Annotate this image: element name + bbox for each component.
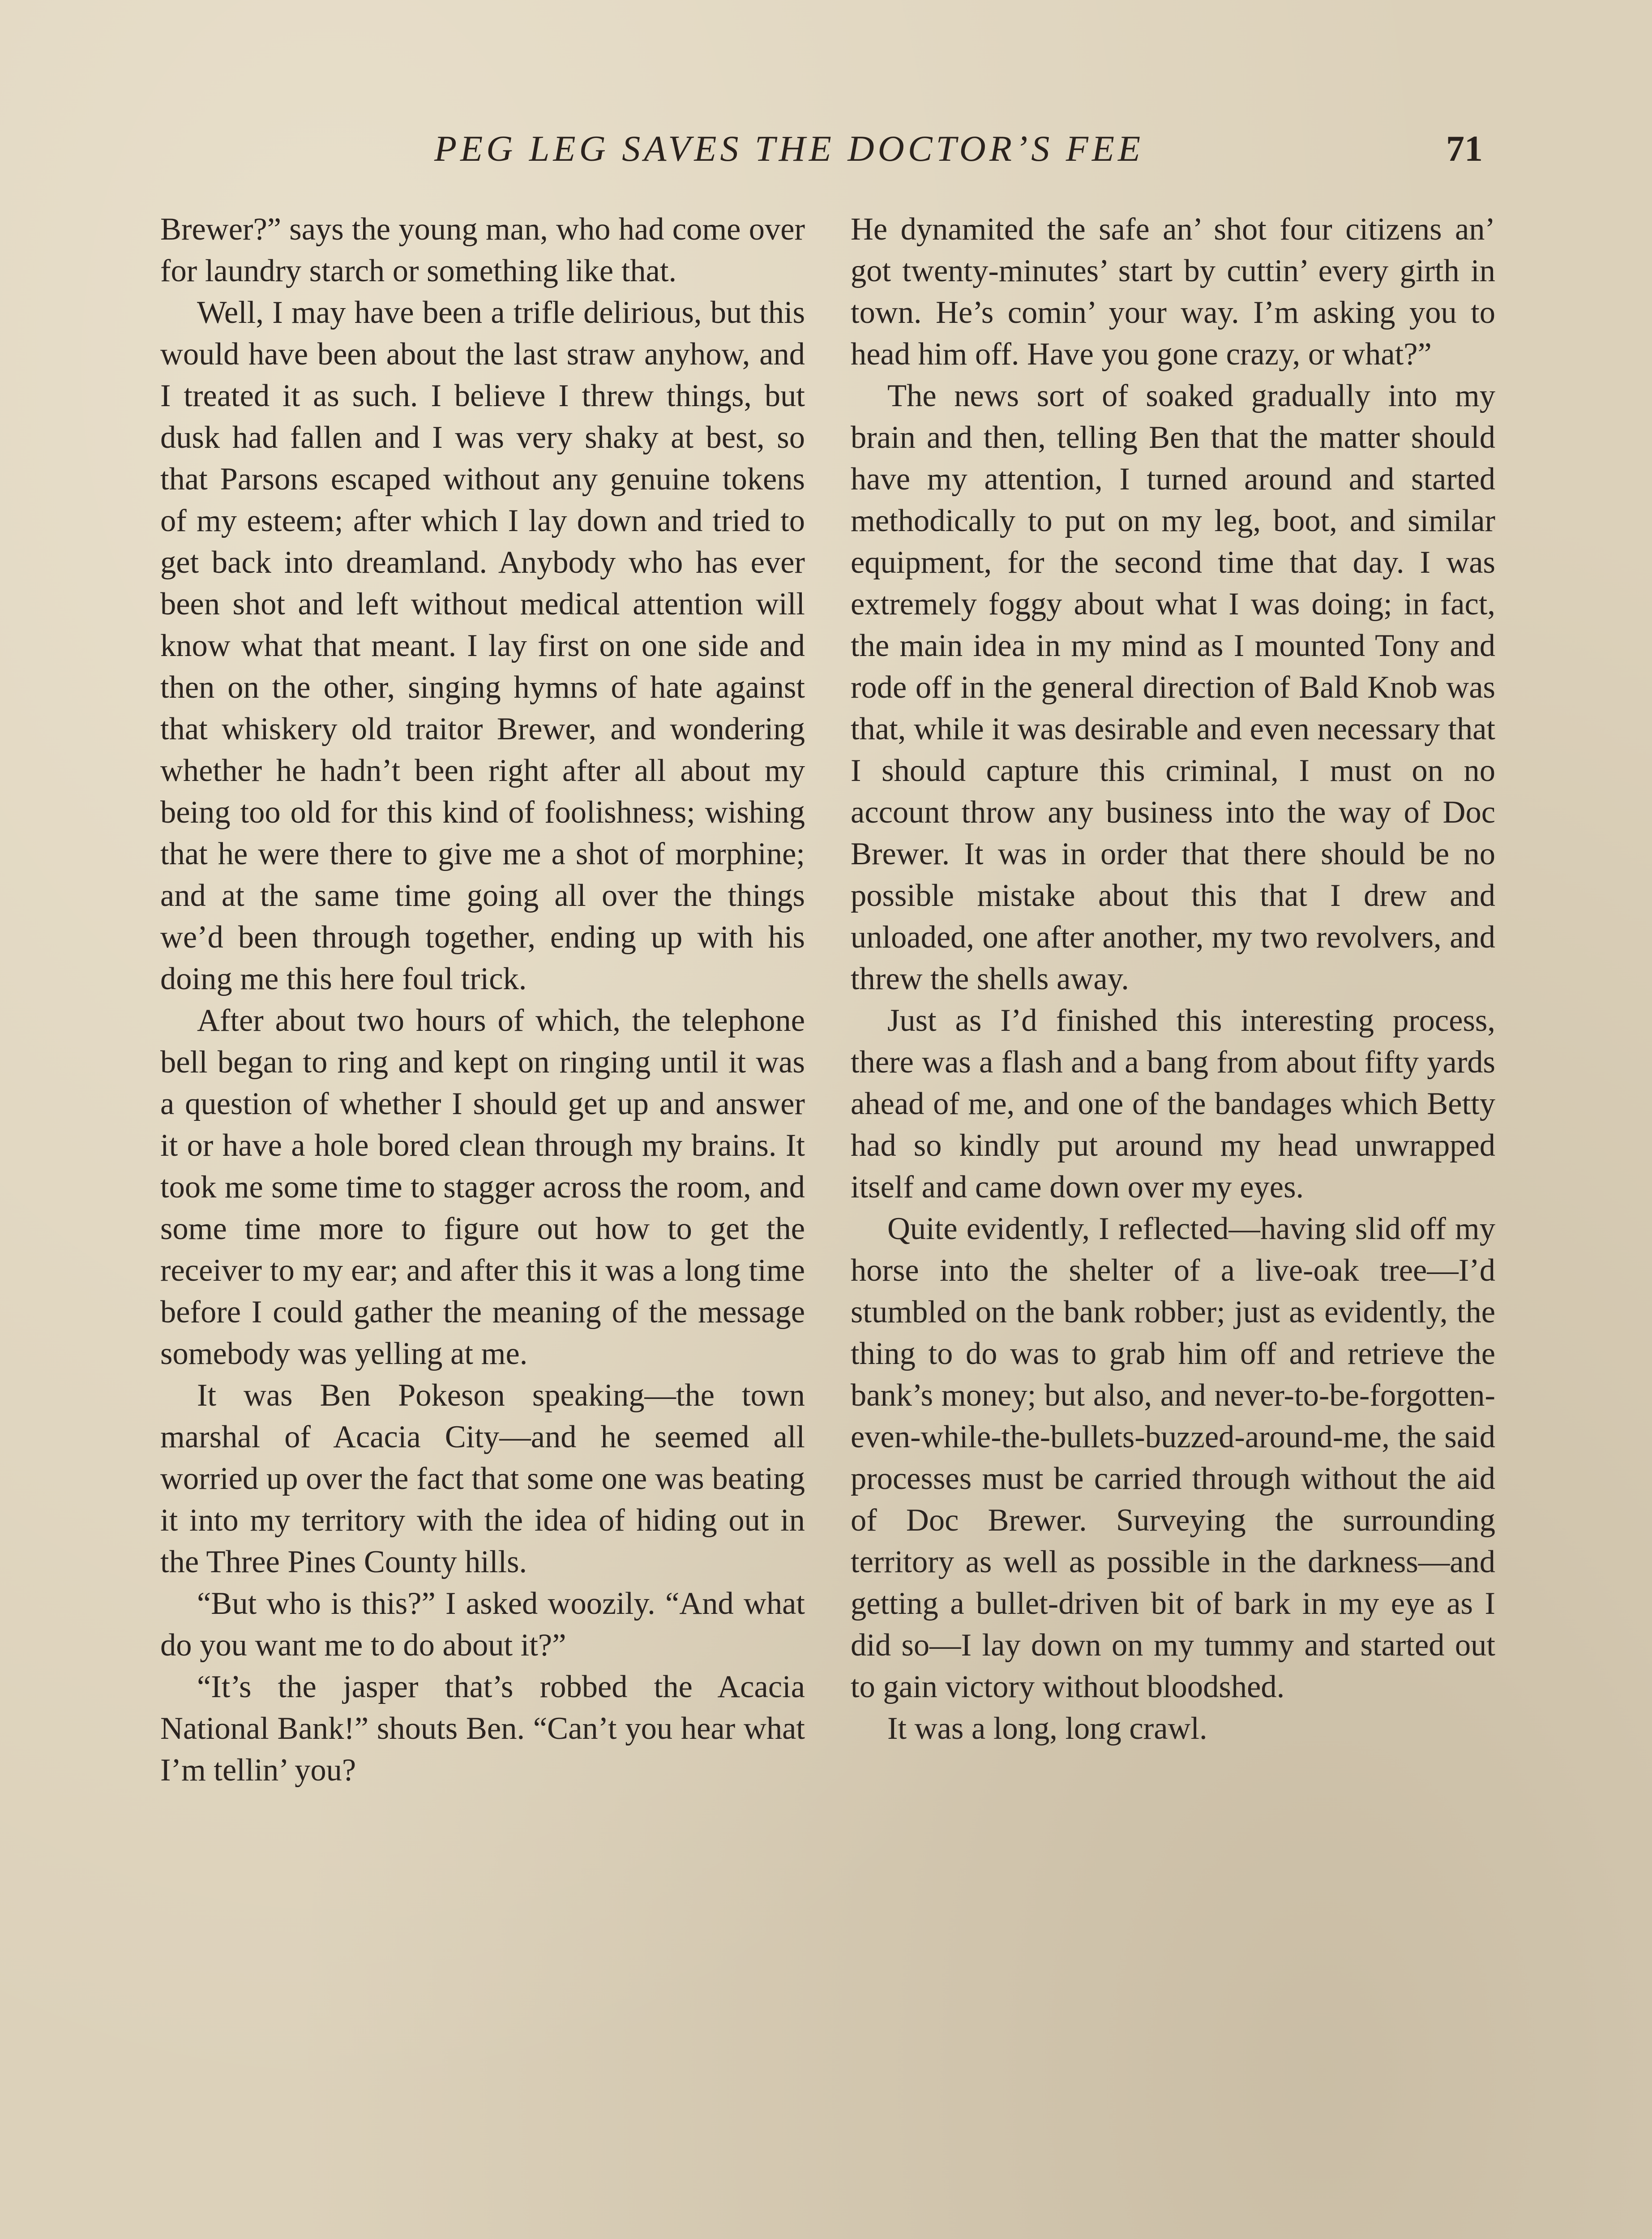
paragraph: He dynamited the safe an’ shot four citizens an’ got twenty-minutes’ start by cuttin’ every girth in town. He’s comin’ your way. I’m asking you to head him off. Have you gone crazy, or what?” [851, 212, 1495, 372]
paragraph: “It’s the jasper that’s robbed the Acacia National Bank!” shouts Ben. “Can’t you hear what I’m tellin’ you? [160, 1669, 805, 1788]
running-title: PEG LEG SAVES THE DOCTOR’S FEE [434, 128, 1144, 169]
paragraph: It was Ben Pokeson speaking—the town marshal of Acacia City—and he seemed all worried up over the fact that some one was beating it into my territory with the idea of hiding out in the Three Pines County hills. [160, 1378, 805, 1579]
paragraph: After about two hours of which, the telephone bell began to ring and kept on ringing until it was a question of whether I should get up and answer it or have a hole bored clean through my brains. It took me some time to stagger across the room, and some time more to figure out how to get the receiver to my ear; and after this it was a long time before I could gather the meaning of the message somebody was yelling at me. [160, 1003, 805, 1371]
paragraph: Brewer?” says the young man, who had come over for laundry starch or something like that. [160, 212, 805, 288]
paragraph: The news sort of soaked gradually into my brain and then, telling Ben that the matter should have my attention, I turned around and started methodically to put on my leg, boot, and similar equipment, for the second time that day. I was extremely foggy about what I was doing; in fact, the main idea in my mind as I mounted Tony and rode off in the general direction of Bald Knob was that, while it was desirable and even necessary that I should capture this criminal, I must on no account throw any business into the way of Doc Brewer. It was in order that there should be no possible mistake about this that I drew and unloaded, one after another, my two revolvers, and threw the shells away. [851, 378, 1495, 996]
paragraph: Just as I’d finished this interesting process, there was a flash and a bang from about fifty yards ahead of me, and one of the bandages which Betty had so kindly put around my head unwrapped itself and came down over my eyes. [851, 1003, 1495, 1205]
paragraph: It was a long, long crawl. [887, 1711, 1207, 1746]
paragraph: Well, I may have been a trifle delirious, but this would have been about the last straw anyhow, and I treated it as such. I believe I threw things, but dusk had fallen and I was very shaky at best, so that Parsons escaped without any genuine tokens of my esteem; after which I lay down and tried to get back into dreamland. Anybody who has ever been shot and left without medical attention will know what that meant. I lay first on one side and then on the other, singing hymns of hate against that whiskery old traitor Brewer, and wondering whether he hadn’t been right after all about my being too old for this kind of foolishness; wishing that he were there to give me a shot of morphine; and at the same time going all over the things we’d been through together, ending up with his doing me this here foul trick. [160, 295, 805, 996]
left-column [160, 209, 805, 2239]
paragraph: “But who is this?” I asked woozily. “And what do you want me to do about it?” [160, 1586, 805, 1663]
right-column [851, 209, 1495, 2239]
page-number: 71 [1446, 128, 1483, 169]
paragraph: Quite evidently, I reflected—having slid off my horse into the shelter of a live-oak tree—I’d stumbled on the bank robber; just as evidently, the thing to do was to grab him off and retrieve the bank’s money; but also, and never-to-be-forgotten-even-while-the-bullets-buzzed-around-me, the said processes must be carried through without the aid of Doc Brewer. Surveying the surrounding territory as well as possible in the darkness—and getting a bullet-driven bit of bark in my eye as I did so—I lay down on my tummy and started out to gain victory without bloodshed. [851, 1211, 1495, 1704]
